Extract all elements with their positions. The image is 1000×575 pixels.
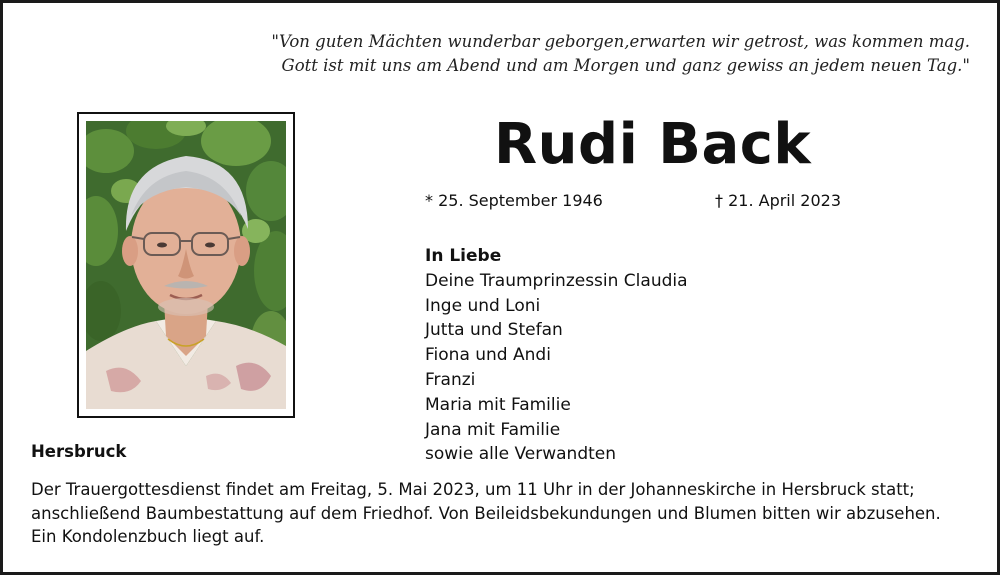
mourner-item: Jana mit Familie	[425, 419, 561, 440]
notice-line-3: Ein Kondolenzbuch liegt auf.	[31, 527, 265, 546]
mourner-item: Inge und Loni	[425, 295, 541, 316]
epigraph-quote	[271, 30, 970, 78]
notice-line-1: Der Trauergottesdienst findet am Freitag, 5. Mai 2023, um 11 Uhr in der Johanneskirche in Hersbruck statt;	[31, 480, 915, 499]
mourner-item: Jutta und Stefan	[425, 320, 563, 341]
service-notice	[31, 478, 981, 549]
quote-line-1: "Von guten Mächten wunderbar geborgen,erwarten wir getrost, was kommen mag.	[271, 32, 970, 51]
mourner-item: Maria mit Familie	[425, 394, 571, 415]
mourner-item: Deine Traumprinzessin Claudia	[425, 270, 688, 291]
birth-date: * 25. September 1946	[425, 191, 603, 210]
mourners-list	[425, 244, 688, 467]
notice-line-2: anschließend Baumbestattung auf dem Friedhof. Von Beileidsbekundungen und Blumen bitten wir abzusehen.	[31, 503, 941, 523]
mourner-item: sowie alle Verwandten	[425, 444, 617, 465]
deceased-name: Rudi Back	[494, 112, 812, 177]
death-date: † 21. April 2023	[715, 191, 841, 210]
quote-line-2: Gott ist mit uns am Abend und am Morgen und ganz gewiss an jedem neuen Tag."	[281, 56, 970, 75]
mourner-item: Fiona und Andi	[425, 345, 551, 366]
mourner-item: Franzi	[425, 369, 476, 390]
portrait-photo	[86, 121, 286, 409]
place-name: Hersbruck	[31, 442, 127, 461]
mourners-lead: In Liebe	[425, 246, 502, 266]
portrait-frame	[77, 112, 295, 418]
